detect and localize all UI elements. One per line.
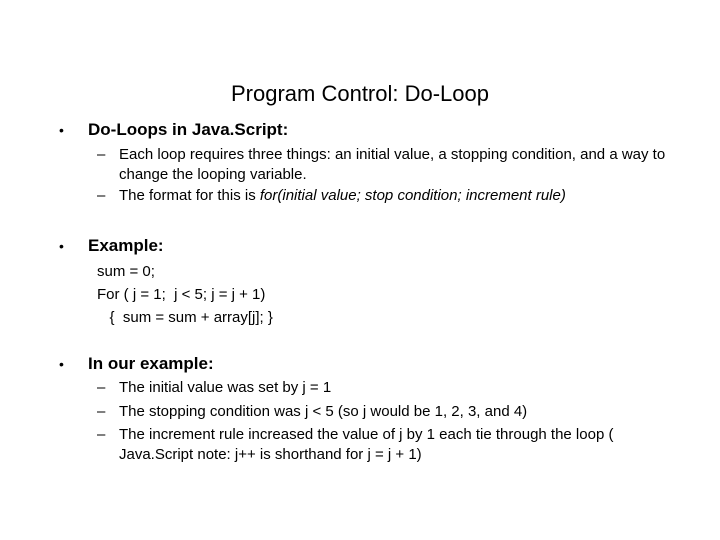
section-heading-do-loops: Do-Loops in Java.Script: (88, 120, 289, 139)
sub-item (97, 402, 687, 422)
code-line: For ( j = 1; j < 5; j = j + 1) (97, 286, 266, 303)
dash-icon: – (97, 426, 106, 443)
dash-icon: – (97, 379, 106, 396)
sub-item-text: The initial value was set by j = 1 (119, 379, 332, 396)
bullet-icon: • (59, 122, 64, 138)
dash-icon: – (97, 403, 106, 420)
format-prefix: The format for this is (119, 187, 260, 204)
dash-icon: – (97, 187, 106, 204)
bullet-icon: • (59, 356, 64, 372)
slide-title: Program Control: Do-Loop (230, 81, 489, 106)
dash-icon: – (97, 146, 106, 163)
sub-item (97, 378, 687, 398)
sub-item-text: The increment rule increased the value of j by 1 each tie through the loop ( Java.Script note: j++ is shorthand for j = j + 1) (119, 426, 614, 463)
bullet-icon: • (59, 238, 64, 254)
code-line: sum = 0; (97, 263, 155, 280)
sub-item (97, 186, 687, 206)
sub-item-text: The stopping condition was j < 5 (so j would be 1, 2, 3, and 4) (119, 403, 528, 420)
sub-item (97, 145, 687, 185)
format-syntax: for(initial value; stop condition; increment rule) (259, 187, 566, 204)
section-heading-example: Example: (88, 236, 164, 255)
sub-item-text (119, 186, 687, 206)
sub-item-text: Each loop requires three things: an initial value, a stopping condition, and a way to change the looping variable. (119, 146, 666, 183)
section-heading-in-our-example: In our example: (88, 354, 214, 373)
code-line: { sum = sum + array[j]; } (97, 309, 273, 326)
sub-item (97, 425, 687, 465)
